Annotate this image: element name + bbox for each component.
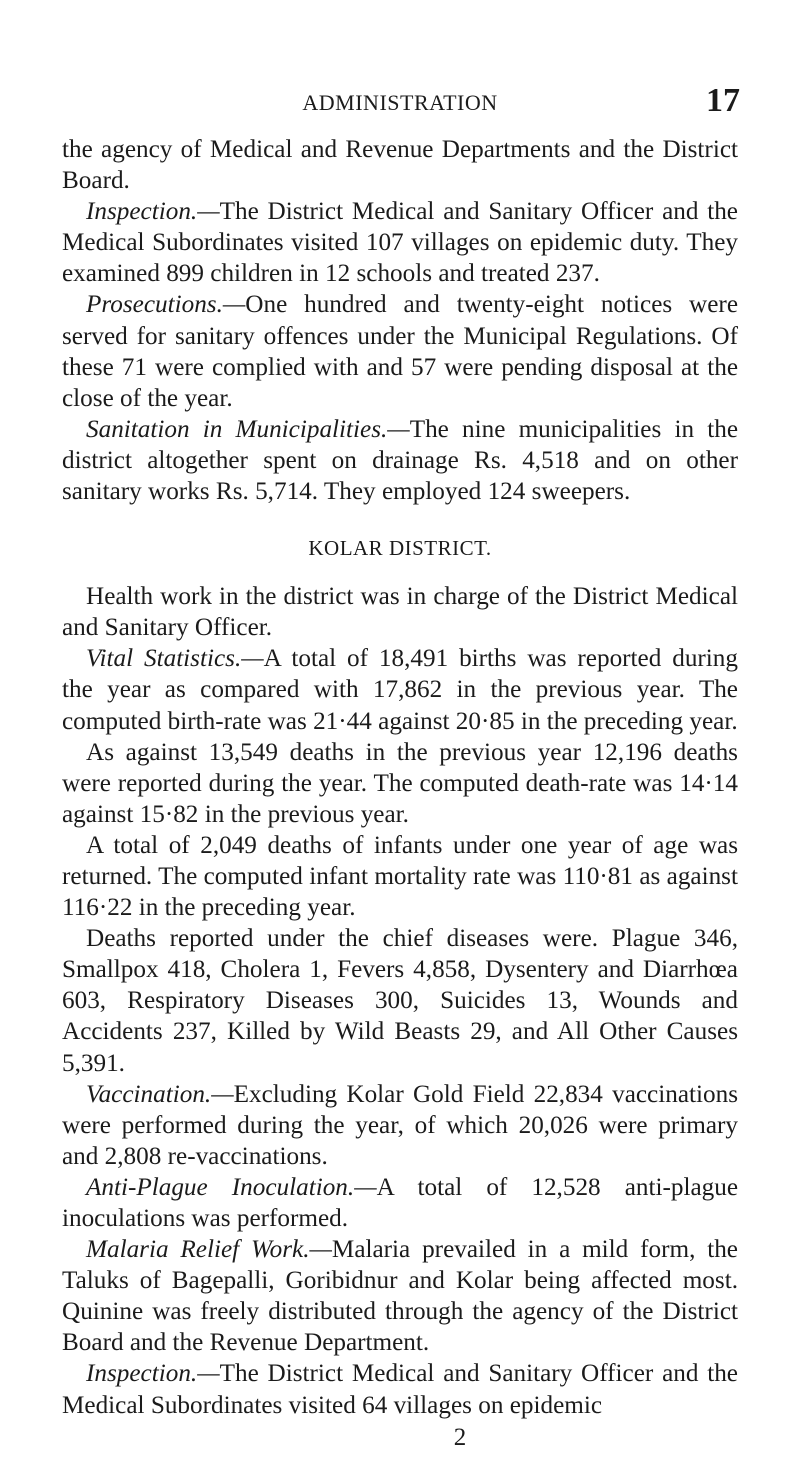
- running-head: ADMINISTRATION: [302, 90, 498, 115]
- paragraph-prosecutions: [62, 289, 738, 413]
- paragraph-deaths: [62, 737, 738, 830]
- page-number: 17: [706, 82, 740, 119]
- paragraph-text: Deaths reported under the chief diseases were. Plague 346, Smallpox 418, Cholera 1, Fevers 4,858, Dysentery and Diarrhœa 603, Respiratory Diseases 300, Suicides 13, Wounds and Accidents 237, Killed by Wild Beasts 29, and All Other Causes 5,391.: [62, 925, 738, 1077]
- paragraph-infant-deaths: [62, 830, 738, 923]
- paragraph-heading: Sanitation in Municipalities.—: [86, 415, 410, 443]
- signature-mark: 2: [453, 1424, 467, 1451]
- paragraph-vaccination: [62, 1079, 738, 1172]
- paragraph-anti-plague: [62, 1172, 738, 1234]
- paragraph-text: As against 13,549 deaths in the previous year 12,196 deaths were reported during the year. The computed death-rate was 14·14 against 15·82 in the previous year.: [62, 738, 738, 828]
- paragraph-text: A total of 18,491 births was reported during the year as compared with 17,862 in the previous year. The computed birth-rate was 21·44 against 20·85 in the preceding year.: [62, 645, 738, 735]
- paragraph-inspection: [62, 196, 738, 289]
- paragraph-heading: Anti-Plague Inoculation.—: [86, 1173, 377, 1201]
- paragraph-chief-diseases: [62, 923, 738, 1078]
- paragraph-heading: Inspection.—: [86, 1360, 220, 1388]
- paragraph-heading: Prosecutions.—: [86, 291, 246, 319]
- paragraph-text: A total of 2,049 deaths of infants under one year of age was returned. The computed infant mortality rate was 110·81 as against 116·22 in the preceding year.: [62, 831, 738, 922]
- paragraph-text: A total of 12,528 anti-plague inoculations was performed.: [62, 1173, 739, 1232]
- body-text: [62, 134, 738, 1421]
- paragraph-text: Excluding Kolar Gold Field 22,834 vaccinations were performed during the year, of which 20,026 were primary and 2,808 re-vaccinations.: [62, 1080, 738, 1170]
- paragraph-text: The District Medical and Sanitary Officer and the Medical Subordinates visited 107 villages on epidemic duty. They examined 899 children in 12 schools and treated 237.: [62, 198, 738, 288]
- paragraph-sanitation: [62, 414, 738, 507]
- paragraph-continuation: [62, 134, 738, 196]
- section-title: KOLAR DISTRICT.: [308, 536, 492, 561]
- paragraph-text: The nine municipalities in the district altogether spent on drainage Rs. 4,518 and on other sanitary works Rs. 5,714. They employed 124 sweepers.: [62, 415, 738, 506]
- paragraph-heading: Inspection.—: [86, 198, 220, 226]
- page-header: [60, 82, 740, 122]
- paragraph-text: Health work in the district was in charge of the District Medical and Sanitary Officer.: [62, 583, 738, 642]
- paragraph-text: The District Medical and Sanitary Officer and the Medical Subordinates visited 64 villages on epidemic: [62, 1360, 738, 1419]
- paragraph-inspection-kolar: [62, 1358, 738, 1420]
- paragraph-text: Malaria prevailed in a mild form, the Taluks of Bagepalli, Goribidnur and Kolar being affected most. Quinine was freely distributed through the agency of the District Board and the Revenue Department.: [62, 1236, 738, 1357]
- paragraph-vital-statistics: [62, 643, 738, 736]
- paragraph-heading: Vital Statistics.—: [86, 645, 264, 673]
- paragraph-text: One hundred and twenty-eight notices were served for sanitary offences under the Municipal Regulations. Of these 71 were complied with and 57 were pending disposal at the close of the year.: [62, 291, 738, 412]
- paragraph-malaria: [62, 1234, 738, 1358]
- paragraph-heading: Vaccination.—: [86, 1080, 234, 1108]
- paragraph-health-work: [62, 581, 738, 643]
- paragraph-text: the agency of Medical and Revenue Departments and the District Board.: [62, 136, 738, 195]
- paragraph-heading: Malaria Relief Work.—: [86, 1236, 332, 1264]
